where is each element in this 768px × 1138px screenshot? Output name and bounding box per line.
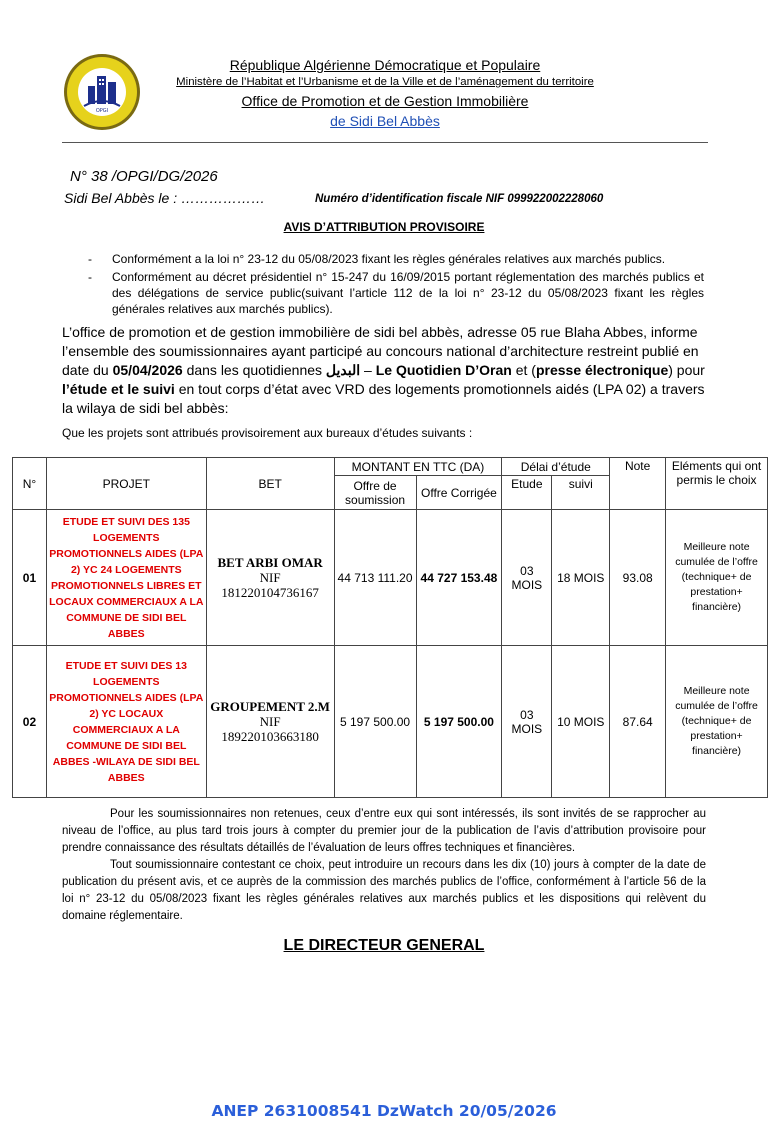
col-header-offre-corrigee: Offre Corrigée	[416, 476, 502, 510]
row-bet	[206, 646, 334, 798]
legal-bullets	[88, 251, 704, 319]
row-num: 02	[13, 646, 47, 798]
bullet-item	[88, 269, 704, 317]
col-header-elements: Eléments qui ont permis le choix	[666, 458, 768, 510]
row-offre-soumission: 5 197 500.00	[334, 646, 416, 798]
bullet-text: Conformément a la loi n° 23-12 du 05/08/2023 fixant les règles générales relatives aux marchés publics.	[112, 252, 666, 266]
bullet-dash: -	[88, 252, 92, 266]
row-elements: Meilleure note cumulée de l’offre (technique+ de prestation+ financière)	[666, 646, 768, 798]
header-city: de Sidi Bel Abbès	[330, 113, 440, 129]
col-header-num: N°	[13, 458, 47, 510]
intro-text: en tout corps d’état avec VRD des logements promotionnels aidés (LPA 02) a travers la wilaya de sidi bel abbès:	[62, 381, 705, 416]
bullet-item	[88, 251, 704, 267]
col-header-suivi: suivi	[552, 476, 610, 510]
intro-text: dans les quotidiennes	[182, 362, 326, 378]
row-etude: 03 MOIS	[502, 646, 552, 798]
header-republic: République Algérienne Démocratique et Populaire	[229, 57, 541, 73]
table-row	[13, 510, 768, 646]
intro-text: et (	[511, 362, 536, 378]
intro-text: –	[360, 362, 376, 378]
intro-subject: l’étude et le suivi	[62, 381, 175, 397]
svg-text:OPGI: OPGI	[95, 108, 109, 114]
row-offre-soumission: 44 713 111.20	[334, 510, 416, 646]
col-header-etude: Etude	[502, 476, 552, 510]
row-offre-corrigee: 44 727 153.48	[416, 510, 502, 646]
bet-nif-label: NIF	[259, 714, 281, 729]
row-suivi: 18 MOIS	[552, 510, 610, 646]
opgi-logo	[62, 52, 142, 132]
row-note: 93.08	[610, 510, 666, 646]
newspaper-arabic: البديل	[325, 362, 361, 378]
intro-text: L’office de promotion et de gestion immobilière de sidi bel abbès, adresse 05 rue Blaha Abbes, informe l’ensemble des soumissionnaires ayant participé au concours national d’architecture restreint publié en date du	[62, 324, 699, 378]
attribution-intro: Que les projets sont attribués provisoirement aux bureaux d’études suivants :	[62, 426, 473, 440]
intro-paragraph	[62, 323, 706, 418]
col-header-bet: BET	[206, 458, 334, 510]
col-header-offre-soumission: Offre de soumission	[334, 476, 416, 510]
date-line: Sidi Bel Abbès le : ………………	[64, 190, 265, 206]
bet-name: GROUPEMENT 2.M	[210, 699, 330, 714]
footer-paragraph: Tout soumissionnaire contestant ce choix, peut introduire un recours dans les dix (10) jours à compter de la date de publication du présent avis, et ce auprès de la commission des marchés publics de l’office, conformément à l’article 56 de la loi n° 23-12 du 05/08/2023 fixant les règles générales relatives aux marchés publics et les dispositions qui relèvent du domaine réglementaire.	[62, 859, 706, 922]
row-bet	[206, 510, 334, 646]
footer-text	[62, 806, 706, 925]
row-note: 87.64	[610, 646, 666, 798]
anep-reference: ANEP 2631008541 DzWatch 20/05/2026	[211, 1102, 557, 1120]
bet-nif-label: NIF	[259, 570, 281, 585]
row-elements: Meilleure note cumulée de l’offre (technique+ de prestation+ financière)	[666, 510, 768, 646]
col-header-note: Note	[610, 458, 666, 510]
bet-name: BET ARBI OMAR	[217, 555, 323, 570]
col-header-delai: Délai d’étude	[502, 458, 610, 476]
header-divider	[62, 142, 708, 143]
newspaper-electronic: presse électronique	[535, 362, 669, 378]
col-header-montant: MONTANT EN TTC (DA)	[334, 458, 502, 476]
row-etude: 03 MOIS	[502, 510, 552, 646]
header-ministry: Ministère de l’Habitat et l’Urbanisme et de la Ville et de l’aménagement du territoire	[176, 76, 594, 88]
publication-date: 05/04/2026	[112, 362, 183, 378]
row-projet: ETUDE ET SUIVI DES 13 LOGEMENTS PROMOTIONNELS AIDES (LPA 2) YC LOCAUX COMMERCIAUX A LA COMMUNE DE SIDI BEL ABBES -WILAYA DE SIDI BEL ABBES	[46, 646, 206, 798]
row-offre-corrigee: 5 197 500.00	[416, 646, 502, 798]
nif-line: Numéro d’identification fiscale NIF 099922002228060	[315, 193, 604, 205]
row-projet: ETUDE ET SUIVI DES 135 LOGEMENTS PROMOTIONNELS AIDES (LPA 2) YC 24 LOGEMENTS PROMOTIONNELS LIBRES ET LOCAUX COMMERCIAUX A LA COMMUNE DE SIDI BEL ABBES	[46, 510, 206, 646]
footer-paragraph: Pour les soumissionnaires non retenues, ceux d’entre eux qui sont intéressés, ils sont invités de se rapprocher au niveau de l’office, au plus tard trois jours à compter du premier jour de la publication de l’avis d’attribution provisoire pour prendre connaissance des résultats détaillés de l’évaluation de leurs offres techniques et financières.	[62, 808, 706, 854]
col-header-projet: PROJET	[46, 458, 206, 510]
bullet-dash: -	[88, 270, 92, 284]
row-num: 01	[13, 510, 47, 646]
table-row	[13, 646, 768, 798]
header-office: Office de Promotion et de Gestion Immobilière	[241, 93, 529, 109]
notice-title: AVIS D’ATTRIBUTION PROVISOIRE	[283, 220, 485, 234]
attribution-table	[12, 457, 768, 798]
newspaper-quotidien: Le Quotidien D’Oran	[375, 362, 512, 378]
row-suivi: 10 MOIS	[552, 646, 610, 798]
signature-title: LE DIRECTEUR GENERAL	[283, 937, 485, 954]
bet-nif: 181220104736167	[221, 585, 319, 600]
intro-text: ) pour	[668, 362, 705, 378]
bet-nif: 189220103663180	[221, 729, 319, 744]
bullet-text: Conformément au décret présidentiel n° 15-247 du 16/09/2015 portant réglementation des marchés publics et des délégations de service public(suivant l’article 112 de la loi n° 23-12 du 05/08/2023 fixant les règles générales relatives aux marchés publics).	[112, 270, 704, 316]
reference-number: N° 38 /OPGI/DG/2026	[70, 168, 218, 185]
